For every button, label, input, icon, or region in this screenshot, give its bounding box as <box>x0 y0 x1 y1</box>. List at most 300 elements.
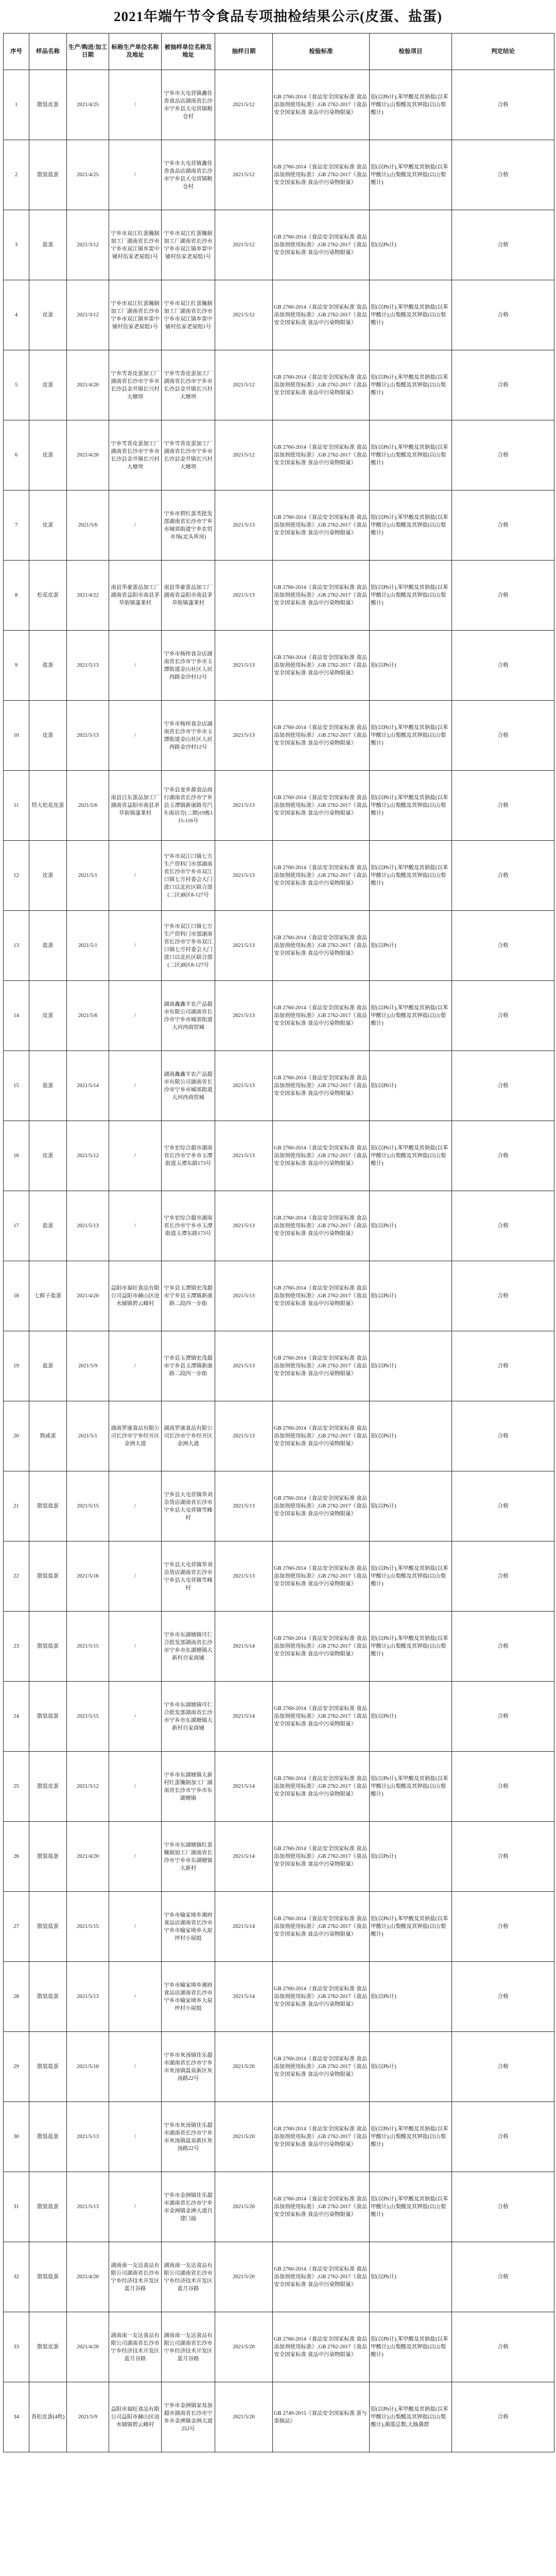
cell-result: 合格 <box>452 2032 554 2102</box>
cell-date: 2021/5/15 <box>67 1612 109 1682</box>
cell-result: 合格 <box>452 1331 554 1401</box>
cell-sampled: 宁乡县玉潭镇宏茂超市宁乡县玉潭镇新康路二段四一步街 <box>162 1331 215 1401</box>
cell-items: 铅(以Pb计),苯甲酸及其钠盐(以苯甲酸计),山梨酸及其钾盐(以山梨酸计) <box>370 1752 452 1822</box>
cell-items: 铅(以Pb计),苯甲酸及其钠盐(以苯甲酸计),山梨酸及其钾盐(以山梨酸计) <box>370 1892 452 1962</box>
cell-date: 2021/4/20 <box>67 2242 109 2312</box>
cell-standard: GB 2760-2014《食品安全国家标准 食品添加剂使用标准》,GB 2762-2017《食品安全国家标准 食品中污染物限量》 <box>273 1892 370 1962</box>
table-body <box>4 70 554 2452</box>
cell-result: 合格 <box>452 210 554 280</box>
table-row <box>4 420 554 490</box>
cell-name: 散装皮蛋 <box>29 1752 67 1822</box>
cell-no: 19 <box>4 1331 29 1401</box>
cell-sampled: 宁乡市双江红蛋腌制加工厂湖南省长沙市宁乡市双江镇乡雷中铺村伍家老屋组1号 <box>162 280 215 350</box>
table-row <box>4 1471 554 1541</box>
cell-sample-date: 2021/5/20 <box>215 2242 273 2312</box>
cell-name: 皮蛋 <box>29 841 67 911</box>
cell-producer: / <box>109 1822 162 1892</box>
cell-standard: GB 2760-2014《食品安全国家标准 食品添加剂使用标准》,GB 2762-2017《食品安全国家标准 食品中污染物限量》 <box>273 2172 370 2242</box>
cell-items: 铅(以Pb计),苯甲酸及其钠盐(以苯甲酸计),山梨酸及其钾盐(以山梨酸计) <box>370 70 452 140</box>
cell-sampled: 宁乡市东湖塘镇红蛋腌制加工厂湖南省长沙市宁乡市东湖塘镇大新村 <box>162 1822 215 1892</box>
cell-no: 8 <box>4 561 29 631</box>
cell-no: 34 <box>4 2382 29 2452</box>
cell-no: 5 <box>4 350 29 420</box>
table-row <box>4 1822 554 1892</box>
table-row <box>4 2172 554 2242</box>
cell-standard: GB 2760-2014《食品安全国家标准 食品添加剂使用标准》,GB 2762-2017《食品安全国家标准 食品中污染物限量》 <box>273 350 370 420</box>
cell-result: 合格 <box>452 2382 554 2452</box>
header-sampled: 被抽样单位名称及地址 <box>162 33 215 70</box>
cell-standard: GB 2760-2014《食品安全国家标准 食品添加剂使用标准》,GB 2762-2017《食品安全国家标准 食品中污染物限量》 <box>273 1541 370 1612</box>
cell-no: 33 <box>4 2312 29 2382</box>
cell-date: 2021/4/20 <box>67 1261 109 1331</box>
cell-items: 铅(以Pb计),苯甲酸及其钠盐(以苯甲酸计),山梨酸及其钾盐(以山梨酸计) <box>370 490 452 561</box>
cell-standard: GB 2760-2014《食品安全国家标准 食品添加剂使用标准》,GB 2762-2017《食品安全国家标准 食品中污染物限量》 <box>273 490 370 561</box>
cell-name: 松花皮蛋 <box>29 561 67 631</box>
cell-producer: / <box>109 2172 162 2242</box>
cell-items: 铅(以Pb计),苯甲酸及其钠盐(以苯甲酸计),山梨酸及其钾盐(以山梨酸计) <box>370 2312 452 2382</box>
cell-items: 铅(以Pb计) <box>370 1401 452 1471</box>
cell-sampled: 湖南南一友达食品有限公司湖南省长沙市宁乡经济技术开发区蓝月谷路 <box>162 2312 215 2382</box>
cell-sampled: 宁乡市东湖塘镇可仁合批发部湖南省长沙市宁乡市东湖塘镇大新村自家商铺 <box>162 1682 215 1752</box>
cell-standard: GB 2760-2014《食品安全国家标准 食品添加剂使用标准》,GB 2762-2017《食品安全国家标准 食品中污染物限量》 <box>273 140 370 210</box>
cell-date: 2021/5/9 <box>67 1331 109 1401</box>
cell-producer: 宁乡雪香皮蛋加工厂湖南省长沙市宁乡市长沙县金井镇长兴村大塘坝 <box>109 420 162 490</box>
table-row <box>4 2382 554 2452</box>
cell-no: 4 <box>4 280 29 350</box>
cell-sampled: 南县华豪蛋品加工厂湖南省益阳市南县茅草街镇蓬莱村 <box>162 561 215 631</box>
cell-sampled: 宁乡县大屯营镇华刘杂货店湖南省长沙市宁乡县大屯营镇雪峰村 <box>162 1471 215 1541</box>
cell-sample-date: 2021/5/12 <box>215 210 273 280</box>
cell-sample-date: 2021/5/14 <box>215 1892 273 1962</box>
cell-result: 合格 <box>452 350 554 420</box>
cell-result: 合格 <box>452 2312 554 2382</box>
table-row <box>4 140 554 210</box>
cell-producer: 南县华豪蛋品加工厂湖南省益阳市南县茅草街镇蓬莱村 <box>109 561 162 631</box>
cell-standard: GB 2760-2014《食品安全国家标准 食品添加剂使用标准》,GB 2762-2017《食品安全国家标准 食品中污染物限量》 <box>273 210 370 280</box>
table-row <box>4 490 554 561</box>
cell-no: 11 <box>4 771 29 841</box>
cell-name: 香松皮蛋(4枚) <box>29 2382 67 2452</box>
cell-no: 1 <box>4 70 29 140</box>
cell-no: 17 <box>4 1191 29 1261</box>
cell-result: 合格 <box>452 1752 554 1822</box>
cell-result: 合格 <box>452 981 554 1051</box>
cell-items: 铅(以Pb计) <box>370 1261 452 1331</box>
cell-date: 2021/5/15 <box>67 1682 109 1752</box>
table-row <box>4 1752 554 1822</box>
cell-date: 2021/4/20 <box>67 2312 109 2382</box>
cell-name: 皮蛋 <box>29 1121 67 1191</box>
cell-producer: / <box>109 1331 162 1401</box>
cell-date: 2021/5/1 <box>67 841 109 911</box>
cell-producer: 益阳市福旺食品有限公司益阳市赫山区沧水铺镇碧云峰村 <box>109 1261 162 1331</box>
cell-result: 合格 <box>452 2102 554 2172</box>
cell-sampled: 宁乡市金洲镇佳乐超市湖南省长沙市宁乡市金洲镇金洲大道自建门面 <box>162 2172 215 2242</box>
cell-no: 23 <box>4 1612 29 1682</box>
cell-name: 皮蛋 <box>29 280 67 350</box>
cell-name: 散装盐蛋 <box>29 1471 67 1541</box>
cell-sample-date: 2021/5/12 <box>215 420 273 490</box>
cell-standard: GB 2760-2014《食品安全国家标准 食品添加剂使用标准》,GB 2762-2017《食品安全国家标准 食品中污染物限量》 <box>273 771 370 841</box>
table-row <box>4 841 554 911</box>
cell-date: 2021/5/1 <box>67 1401 109 1471</box>
cell-sample-date: 2021/5/13 <box>215 561 273 631</box>
cell-producer: / <box>109 1892 162 1962</box>
cell-result: 合格 <box>452 490 554 561</box>
cell-standard: GB 2760-2014《食品安全国家标准 食品添加剂使用标准》,GB 2762-2017《食品安全国家标准 食品中污染物限量》 <box>273 70 370 140</box>
cell-date: 2021/5/6 <box>67 771 109 841</box>
cell-no: 29 <box>4 2032 29 2102</box>
cell-no: 24 <box>4 1682 29 1752</box>
cell-name: 散装皮蛋 <box>29 70 67 140</box>
cell-producer: / <box>109 1541 162 1612</box>
cell-standard: GB 2760-2014《食品安全国家标准 食品添加剂使用标准》,GB 2762-2017《食品安全国家标准 食品中污染物限量》 <box>273 1331 370 1401</box>
cell-date: 2021/5/13 <box>67 701 109 771</box>
cell-no: 6 <box>4 420 29 490</box>
cell-sample-date: 2021/5/20 <box>215 2312 273 2382</box>
cell-sample-date: 2021/5/13 <box>215 771 273 841</box>
cell-sampled: 宁乡市喻家坳乡湘府食品店湖南省长沙市宁乡市喻家坳乡大屋坪村小屋组 <box>162 1962 215 2032</box>
cell-result: 合格 <box>452 1822 554 1892</box>
table-row <box>4 631 554 701</box>
cell-name: 盐蛋 <box>29 1191 67 1261</box>
cell-no: 21 <box>4 1471 29 1541</box>
cell-date: 2021/5/14 <box>67 1051 109 1121</box>
table-row <box>4 1541 554 1612</box>
header-row <box>4 33 554 70</box>
table-row <box>4 771 554 841</box>
cell-name: 散装皮蛋 <box>29 2312 67 2382</box>
cell-no: 2 <box>4 140 29 210</box>
cell-sampled: 宁乡市双江口镇七方生产资料门市部湖南省长沙市宁乡市双江口镇七方村委会大门进口以北社区联合部(二区)B区8-127号 <box>162 911 215 981</box>
cell-sampled: 宁乡市杨炜食杂店湖南省长沙市宁乡市玉潭街道金山社区人民西路金沙村12号 <box>162 631 215 701</box>
cell-items: 铅(以Pb计),苯甲酸及其钠盐(以苯甲酸计),山梨酸及其钾盐(以山梨酸计) <box>370 2102 452 2172</box>
cell-sample-date: 2021/5/13 <box>215 911 273 981</box>
table-row <box>4 911 554 981</box>
cell-result: 合格 <box>452 1471 554 1541</box>
cell-result: 合格 <box>452 1191 554 1261</box>
cell-date: 2021/4/20 <box>67 420 109 490</box>
cell-producer: 宁乡市双江红蛋腌制加工厂湖南省长沙市宁乡市双江镇乡雷中铺村伍家老屋组1号 <box>109 210 162 280</box>
cell-no: 32 <box>4 2242 29 2312</box>
cell-no: 16 <box>4 1121 29 1191</box>
cell-producer: / <box>109 70 162 140</box>
cell-result: 合格 <box>452 841 554 911</box>
table-row <box>4 1612 554 1682</box>
cell-no: 30 <box>4 2102 29 2172</box>
cell-date: 2021/4/25 <box>67 140 109 210</box>
cell-sample-date: 2021/5/13 <box>215 490 273 561</box>
cell-producer: / <box>109 490 162 561</box>
cell-sampled: 宁乡市东湖塘镇大新村红蛋腌制加工厂湖南省长沙市宁乡市东湖塘镇 <box>162 1752 215 1822</box>
cell-sample-date: 2021/5/13 <box>215 631 273 701</box>
cell-sampled: 宁乡宏综合超市湖南省长沙市宁乡市玉潭街道玉潭东路173号 <box>162 1191 215 1261</box>
cell-items: 铅(以Pb计) <box>370 2032 452 2102</box>
table-row <box>4 2102 554 2172</box>
cell-result: 合格 <box>452 1682 554 1752</box>
cell-no: 7 <box>4 490 29 561</box>
cell-name: 盐蛋 <box>29 210 67 280</box>
cell-items: 铅(以Pb计),苯甲酸及其钠盐(以苯甲酸计),山梨酸及其钾盐(以山梨酸计) <box>370 771 452 841</box>
table-row <box>4 280 554 350</box>
cell-name: 散装盐蛋 <box>29 2172 67 2242</box>
cell-items: 铅(以Pb计),苯甲酸及其钠盐(以苯甲酸计),山梨酸及其钾盐(以山梨酸计) <box>370 140 452 210</box>
cell-standard: GB 2749-2015《食品安全国家标准 蛋与蛋制品》 <box>273 2382 370 2452</box>
cell-standard: GB 2760-2014《食品安全国家标准 食品添加剂使用标准》,GB 2762-2017《食品安全国家标准 食品中污染物限量》 <box>273 841 370 911</box>
cell-sample-date: 2021/5/20 <box>215 2102 273 2172</box>
cell-producer: / <box>109 1121 162 1191</box>
table-row <box>4 701 554 771</box>
cell-sampled: 湖南南一友达食品有限公司湖南省长沙市宁乡经济技术开发区蓝月谷路 <box>162 2242 215 2312</box>
cell-standard: GB 2760-2014《食品安全国家标准 食品添加剂使用标准》,GB 2762-2017《食品安全国家标准 食品中污染物限量》 <box>273 911 370 981</box>
cell-producer: / <box>109 1191 162 1261</box>
header-no: 序号 <box>4 33 29 70</box>
cell-result: 合格 <box>452 2242 554 2312</box>
cell-no: 26 <box>4 1822 29 1892</box>
cell-name: 散装盐蛋 <box>29 1822 67 1892</box>
table-row <box>4 1191 554 1261</box>
cell-producer: / <box>109 1471 162 1541</box>
cell-result: 合格 <box>452 1261 554 1331</box>
header-producer: 标称生产单位名称及地址 <box>109 33 162 70</box>
cell-result: 合格 <box>452 911 554 981</box>
cell-items: 铅(以Pb计),苯甲酸及其钠盐(以苯甲酸计),山梨酸及其钾盐(以山梨酸计) <box>370 841 452 911</box>
cell-items: 铅(以Pb计),苯甲酸及其钠盐(以苯甲酸计),山梨酸及其钾盐(以山梨酸计) <box>370 2172 452 2242</box>
cell-no: 31 <box>4 2172 29 2242</box>
cell-producer: 湖南南一友达食品有限公司湖南省长沙市宁乡经济技术开发区蓝月谷路 <box>109 2312 162 2382</box>
table-row <box>4 1962 554 2032</box>
table-row <box>4 981 554 1051</box>
cell-standard: GB 2760-2014《食品安全国家标准 食品添加剂使用标准》,GB 2762-2017《食品安全国家标准 食品中污染物限量》 <box>273 280 370 350</box>
cell-standard: GB 2760-2014《食品安全国家标准 食品添加剂使用标准》,GB 2762-2017《食品安全国家标准 食品中污染物限量》 <box>273 1682 370 1752</box>
cell-name: 散装盐蛋 <box>29 1962 67 2032</box>
cell-sampled: 湖南鑫鑫平农产品超市有限公司湖南省长沙市宁乡市城郊街道大河西商贸城 <box>162 1051 215 1121</box>
cell-date: 2021/5/6 <box>67 981 109 1051</box>
cell-items: 铅(以Pb计) <box>370 1191 452 1261</box>
cell-date: 2021/5/13 <box>67 631 109 701</box>
cell-sample-date: 2021/5/12 <box>215 350 273 420</box>
cell-date: 2021/5/13 <box>67 2102 109 2172</box>
cell-no: 10 <box>4 701 29 771</box>
cell-sample-date: 2021/5/13 <box>215 1541 273 1612</box>
cell-name: 散装盐蛋 <box>29 1612 67 1682</box>
cell-sample-date: 2021/5/13 <box>215 1401 273 1471</box>
cell-standard: GB 2760-2014《食品安全国家标准 食品添加剂使用标准》,GB 2762-2017《食品安全国家标准 食品中污染物限量》 <box>273 1051 370 1121</box>
table-row <box>4 1261 554 1331</box>
cell-name: 皮蛋 <box>29 490 67 561</box>
header-items: 检验项目 <box>370 33 452 70</box>
cell-producer: / <box>109 2102 162 2172</box>
cell-name: 特大松花皮蛋 <box>29 771 67 841</box>
cell-name: 散装盐蛋 <box>29 1541 67 1612</box>
cell-sampled: 宁乡市双江口镇七方生产资料门市部湖南省长沙市宁乡市双江口镇七方村委会大门进口以北社区联合部(二区)B区8-127号 <box>162 841 215 911</box>
cell-producer: 南县吕东蛋品加工厂湖南省益阳市南县茅草街镇蓬莱村 <box>109 771 162 841</box>
header-sample-date: 抽样日期 <box>215 33 273 70</box>
cell-standard: GB 2760-2014《食品安全国家标准 食品添加剂使用标准》,GB 2762-2017《食品安全国家标准 食品中污染物限量》 <box>273 1261 370 1331</box>
cell-sampled: 宁乡县玉潭镇宏茂超市宁乡县玉潭镇新康路二段四一步街 <box>162 1261 215 1331</box>
cell-name: 散装盐蛋 <box>29 2242 67 2312</box>
cell-producer: / <box>109 911 162 981</box>
table-row <box>4 2312 554 2382</box>
cell-sampled: 宁乡市灰汤镇佳乐超市湖南省长沙市宁乡市灰汤镇温泉新区灰汤路22号 <box>162 2032 215 2102</box>
cell-producer: / <box>109 631 162 701</box>
cell-items: 铅(以Pb计) <box>370 1051 452 1121</box>
cell-result: 合格 <box>452 1612 554 1682</box>
cell-sampled: 湖南鑫鑫平农产品超市有限公司湖南省长沙市宁乡市城郊街道大河西商贸城 <box>162 981 215 1051</box>
cell-producer: / <box>109 981 162 1051</box>
cell-sampled: 宁乡宏综合超市湖南省长沙市宁乡市玉潭街道玉潭东路173号 <box>162 1121 215 1191</box>
cell-standard: GB 2760-2014《食品安全国家标准 食品添加剂使用标准》,GB 2762-2017《食品安全国家标准 食品中污染物限量》 <box>273 701 370 771</box>
cell-sample-date: 2021/5/12 <box>215 280 273 350</box>
table-row <box>4 70 554 140</box>
cell-name: 散装盐蛋 <box>29 1892 67 1962</box>
cell-name: 盐蛋 <box>29 911 67 981</box>
cell-no: 14 <box>4 981 29 1051</box>
cell-items: 铅(以Pb计) <box>370 1331 452 1401</box>
cell-sample-date: 2021/5/14 <box>215 1962 273 2032</box>
cell-date: 2021/4/20 <box>67 1822 109 1892</box>
cell-sample-date: 2021/5/14 <box>215 1682 273 1752</box>
cell-producer: 宁乡市双江红蛋腌制加工厂湖南省长沙市宁乡市双江镇乡雷中铺村伍家老屋组1号 <box>109 280 162 350</box>
cell-producer: / <box>109 2032 162 2102</box>
header-date: 生产/购进/加工日期 <box>67 33 109 70</box>
cell-result: 合格 <box>452 2172 554 2242</box>
cell-producer: / <box>109 140 162 210</box>
cell-result: 合格 <box>452 420 554 490</box>
cell-no: 22 <box>4 1541 29 1612</box>
cell-name: 散装盐蛋 <box>29 140 67 210</box>
cell-items: 铅(以Pb计),苯甲酸及其钠盐(以苯甲酸计),山梨酸及其钾盐(以山梨酸计) <box>370 1121 452 1191</box>
cell-date: 2021/5/16 <box>67 1541 109 1612</box>
cell-date: 2021/5/13 <box>67 1191 109 1261</box>
cell-standard: GB 2760-2014《食品安全国家标准 食品添加剂使用标准》,GB 2762-2017《食品安全国家标准 食品中污染物限量》 <box>273 1121 370 1191</box>
cell-standard: GB 2760-2014《食品安全国家标准 食品添加剂使用标准》,GB 2762-2017《食品安全国家标准 食品中污染物限量》 <box>273 1191 370 1261</box>
header-name: 样品名称 <box>29 33 67 70</box>
cell-result: 合格 <box>452 771 554 841</box>
cell-name: 盐蛋 <box>29 1331 67 1401</box>
cell-producer: / <box>109 1752 162 1822</box>
cell-result: 合格 <box>452 280 554 350</box>
page-title: 2021年端午节令食品专项抽检结果公示(皮蛋、盐蛋) <box>114 9 442 24</box>
table-row <box>4 2032 554 2102</box>
cell-producer: / <box>109 1612 162 1682</box>
cell-standard: GB 2760-2014《食品安全国家标准 食品添加剂使用标准》,GB 2762-2017《食品安全国家标准 食品中污染物限量》 <box>273 981 370 1051</box>
table-row <box>4 210 554 280</box>
cell-sample-date: 2021/5/20 <box>215 2382 273 2452</box>
cell-result: 合格 <box>452 1892 554 1962</box>
cell-name: 散装盐蛋 <box>29 2102 67 2172</box>
cell-date: 2021/5/15 <box>67 1892 109 1962</box>
cell-result: 合格 <box>452 1401 554 1471</box>
table-row <box>4 1051 554 1121</box>
cell-result: 合格 <box>452 631 554 701</box>
cell-sample-date: 2021/5/13 <box>215 1121 273 1191</box>
cell-date: 2021/5/6 <box>67 490 109 561</box>
cell-sampled: 宁乡雪香皮蛋加工厂湖南省长沙市宁乡市长沙县金井镇长兴村大塘坝 <box>162 420 215 490</box>
cell-name: 皮蛋 <box>29 701 67 771</box>
cell-items: 铅(以Pb计),苯甲酸及其钠盐(以苯甲酸计),山梨酸及其钾盐(以山梨酸计) <box>370 280 452 350</box>
cell-sample-date: 2021/5/12 <box>215 140 273 210</box>
cell-items: 铅(以Pb计),苯甲酸及其钠盐(以苯甲酸计),山梨酸及其钾盐(以山梨酸计) <box>370 1612 452 1682</box>
cell-date: 2021/5/1 <box>67 911 109 981</box>
cell-sampled: 宁乡市大屯营镇鑫佳香食品店湖南省长沙市宁乡县大屯营镇粮仓村 <box>162 70 215 140</box>
cell-items: 铅(以Pb计) <box>370 1471 452 1541</box>
cell-sampled: 宁乡市金洲镇家易加超市湖南省长沙市宁乡市金洲镇金洲大道252号 <box>162 2382 215 2452</box>
cell-items: 铅(以Pb计),苯甲酸及其钠盐(以苯甲酸计),山梨酸及其钾盐(以山梨酸计) <box>370 420 452 490</box>
cell-producer: / <box>109 1051 162 1121</box>
cell-result: 合格 <box>452 701 554 771</box>
cell-date: 2021/4/22 <box>67 561 109 631</box>
cell-name: 盐蛋 <box>29 631 67 701</box>
table-row <box>4 350 554 420</box>
cell-result: 合格 <box>452 1541 554 1612</box>
cell-name: 皮蛋 <box>29 981 67 1051</box>
cell-no: 20 <box>4 1401 29 1471</box>
cell-sample-date: 2021/5/13 <box>215 1051 273 1121</box>
cell-date: 2021/3/12 <box>67 1752 109 1822</box>
cell-result: 合格 <box>452 561 554 631</box>
cell-standard: GB 2760-2014《食品安全国家标准 食品添加剂使用标准》,GB 2762-2017《食品安全国家标准 食品中污染物限量》 <box>273 2102 370 2172</box>
cell-sample-date: 2021/5/14 <box>215 1612 273 1682</box>
cell-standard: GB 2760-2014《食品安全国家标准 食品添加剂使用标准》,GB 2762-2017《食品安全国家标准 食品中污染物限量》 <box>273 1612 370 1682</box>
cell-date: 2021/5/13 <box>67 2172 109 2242</box>
cell-name: 七鲜子盐蛋 <box>29 1261 67 1331</box>
cell-no: 28 <box>4 1962 29 2032</box>
cell-name: 散装盐蛋 <box>29 2032 67 2102</box>
cell-standard: GB 2760-2014《食品安全国家标准 食品添加剂使用标准》,GB 2762-2017《食品安全国家标准 食品中污染物限量》 <box>273 1401 370 1471</box>
table-row <box>4 2242 554 2312</box>
cell-items: 铅(以Pb计) <box>370 210 452 280</box>
cell-name: 皮蛋 <box>29 350 67 420</box>
cell-items: 铅(以Pb计) <box>370 1822 452 1892</box>
cell-sample-date: 2021/5/13 <box>215 1191 273 1261</box>
cell-no: 9 <box>4 631 29 701</box>
cell-producer: 湖南南一友达食品有限公司湖南省长沙市宁乡经济技术开发区蓝月谷路 <box>109 2242 162 2312</box>
table-row <box>4 1682 554 1752</box>
cell-sampled: 宁乡市喻家坳乡湘府食品店湖南省长沙市宁乡市喻家坳乡大屋坪村小屋组 <box>162 1892 215 1962</box>
cell-name: 散装盐蛋 <box>29 1682 67 1752</box>
cell-result: 合格 <box>452 1051 554 1121</box>
cell-sample-date: 2021/5/13 <box>215 981 273 1051</box>
cell-no: 15 <box>4 1051 29 1121</box>
cell-date: 2021/4/20 <box>67 350 109 420</box>
header-standard: 检验标准 <box>273 33 370 70</box>
table-row <box>4 1401 554 1471</box>
cell-no: 3 <box>4 210 29 280</box>
cell-date: 2021/5/9 <box>67 2382 109 2452</box>
cell-standard: GB 2760-2014《食品安全国家标准 食品添加剂使用标准》,GB 2762-2017《食品安全国家标准 食品中污染物限量》 <box>273 561 370 631</box>
results-table <box>3 33 554 2452</box>
cell-standard: GB 2760-2014《食品安全国家标准 食品添加剂使用标准》,GB 2762-2017《食品安全国家标准 食品中污染物限量》 <box>273 2312 370 2382</box>
header-result: 判定结论 <box>452 33 554 70</box>
cell-sample-date: 2021/5/14 <box>215 1752 273 1822</box>
cell-producer: / <box>109 1682 162 1752</box>
cell-sample-date: 2021/5/13 <box>215 1261 273 1331</box>
cell-sampled: 宁乡市杨炜食杂店湖南省长沙市宁乡市玉潭街道金山社区人民西路金沙村12号 <box>162 701 215 771</box>
cell-sample-date: 2021/5/12 <box>215 70 273 140</box>
cell-sampled: 宁乡县麦乡源食品商行湖南省长沙市宁乡县玉潭镇新康路旁汽车南站旁(二期)19栋115-116号 <box>162 771 215 841</box>
cell-producer: 湖南罗康食品有限公司长沙市宁乡经开区金洲大道 <box>109 1401 162 1471</box>
cell-no: 25 <box>4 1752 29 1822</box>
cell-producer: 宁乡雪香皮蛋加工厂湖南省长沙市宁乡市长沙县金井镇长兴村大塘坝 <box>109 350 162 420</box>
cell-items: 铅(以Pb计),苯甲酸及其钠盐(以苯甲酸计),山梨酸及其钾盐(以山梨酸计) <box>370 350 452 420</box>
cell-sampled: 湖南罗康食品有限公司长沙市宁乡经开区金洲大道 <box>162 1401 215 1471</box>
cell-items: 铅(以Pb计) <box>370 1962 452 2032</box>
cell-no: 12 <box>4 841 29 911</box>
cell-sampled: 宁乡市东湖塘镇可仁合批发部湖南省长沙市宁乡市东湖塘镇大新村自家商铺 <box>162 1612 215 1682</box>
cell-result: 合格 <box>452 70 554 140</box>
cell-result: 合格 <box>452 1962 554 2032</box>
